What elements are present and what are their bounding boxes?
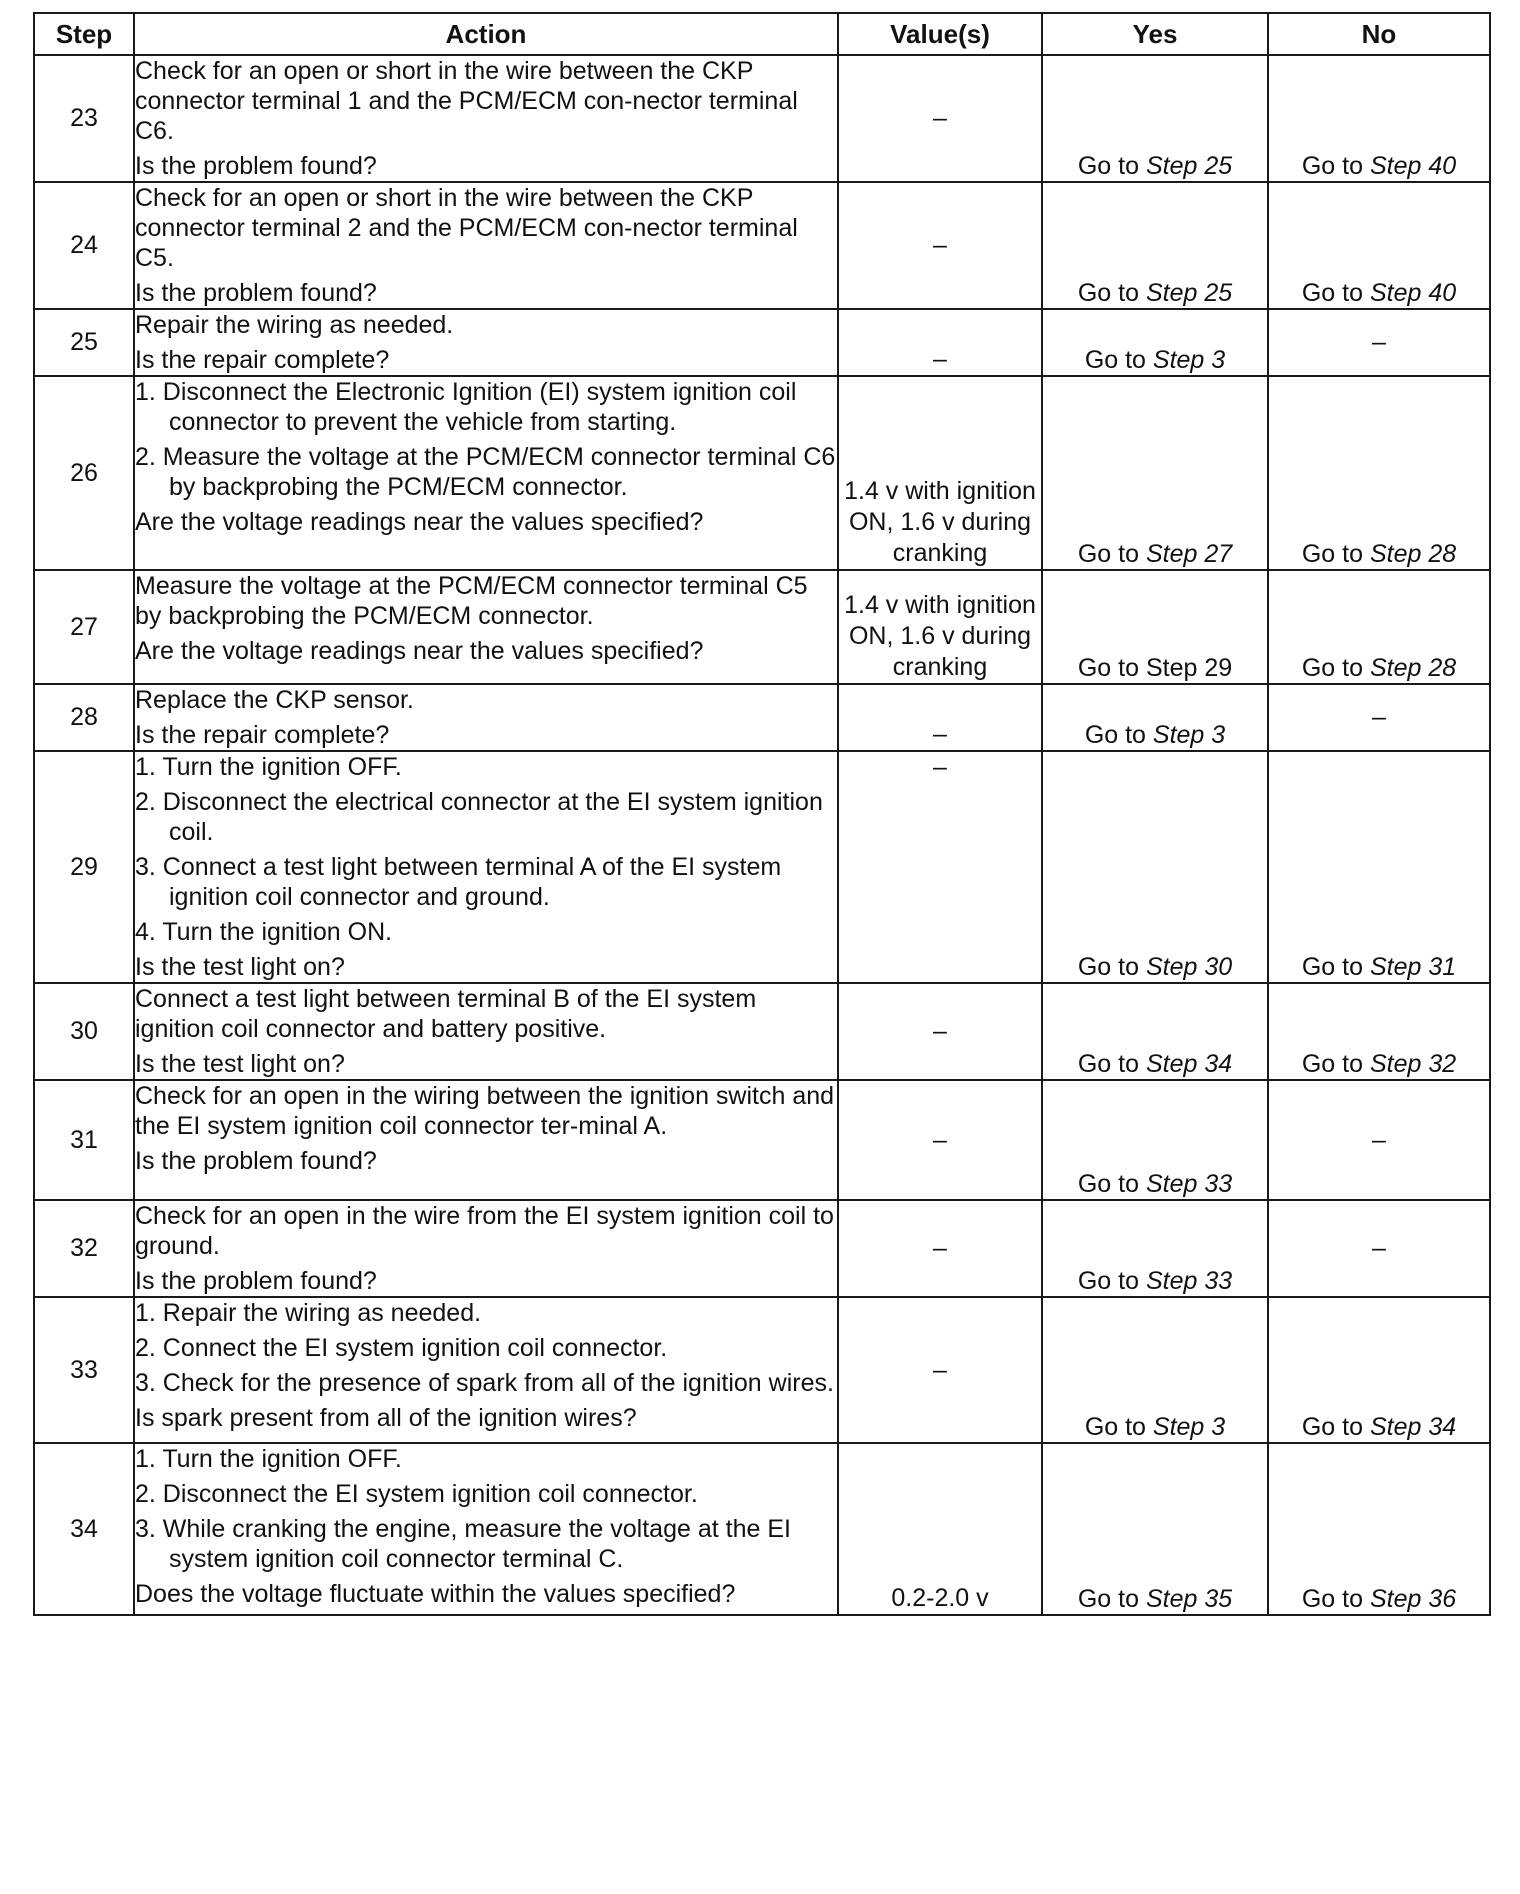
header-row (34, 13, 1490, 55)
no-cell-step-link: Step 36 (1369, 1585, 1457, 1613)
no-cell-prefix: Go to (1301, 279, 1370, 307)
no-cell-step-link: Step 34 (1369, 1413, 1457, 1441)
value-cell: – (838, 55, 1042, 182)
yes-cell-prefix: Go to (1077, 152, 1146, 180)
value-cell: – (838, 1080, 1042, 1200)
yes-cell-step-link: Step 25 (1145, 279, 1233, 307)
yes-cell (1042, 751, 1268, 983)
table-row (34, 182, 1490, 309)
action-text: Is the test light on? (135, 1050, 345, 1078)
step-number: 26 (34, 376, 134, 570)
yes-cell (1042, 309, 1268, 376)
no-cell (1268, 376, 1490, 570)
no-cell (1268, 1200, 1490, 1297)
action-text: Check for an open or short in the wire between the CKP connector terminal 2 and the PCM/ECM con-nector terminal C5. (135, 184, 798, 272)
yes-cell-step-link: Step 27 (1145, 540, 1233, 568)
header-yes: Yes (1042, 13, 1268, 55)
action-cell (134, 570, 838, 684)
action-text: Is the problem found? (135, 279, 377, 307)
yes-cell-step-link: Step 33 (1145, 1267, 1233, 1295)
yes-cell (1042, 55, 1268, 182)
action-text: Check for an open in the wire from the EI system ignition coil to ground. (135, 1202, 834, 1260)
action-cell (134, 376, 838, 570)
action-step-item: 3. Connect a test light between terminal A of the EI system ignition coil connector and ground. (135, 853, 782, 911)
yes-cell-step-link: Step 3 (1152, 1413, 1226, 1441)
step-number: 25 (34, 309, 134, 376)
no-cell-dash: – (1372, 703, 1386, 731)
no-cell-prefix: Go to (1301, 1413, 1370, 1441)
action-text: Is the repair complete? (135, 346, 390, 374)
step-number: 32 (34, 1200, 134, 1297)
no-cell-dash: – (1372, 328, 1386, 356)
no-cell-step-link: Step 28 (1369, 654, 1457, 682)
action-cell (134, 309, 838, 376)
action-step-item: 1. Turn the ignition OFF. (135, 1445, 402, 1473)
yes-cell (1042, 983, 1268, 1080)
table-row (34, 751, 1490, 983)
yes-cell (1042, 1443, 1268, 1615)
header-step: Step (34, 13, 134, 55)
action-step-item: 3. While cranking the engine, measure the voltage at the EI system ignition coil connector terminal C. (135, 1515, 791, 1573)
action-step-item: 2. Disconnect the EI system ignition coil connector. (135, 1480, 698, 1508)
value-cell: – (838, 983, 1042, 1080)
action-step-item: 2. Connect the EI system ignition coil connector. (135, 1334, 668, 1362)
yes-cell (1042, 376, 1268, 570)
action-text: Are the voltage readings near the values specified? (135, 508, 704, 536)
action-cell (134, 1443, 838, 1615)
step-number: 31 (34, 1080, 134, 1200)
yes-cell-step-link: Step 35 (1145, 1585, 1233, 1613)
yes-cell-step-link: Step 3 (1152, 721, 1226, 749)
table-row (34, 983, 1490, 1080)
no-cell-prefix: Go to (1301, 654, 1370, 682)
yes-cell-prefix: Go to (1077, 279, 1146, 307)
table-row (34, 684, 1490, 751)
yes-cell (1042, 684, 1268, 751)
step-number: 29 (34, 751, 134, 983)
action-text: Is the problem found? (135, 1147, 377, 1175)
yes-cell-prefix: Go to (1077, 540, 1146, 568)
yes-cell (1042, 1200, 1268, 1297)
action-step-item: 1. Disconnect the Electronic Ignition (EI) system ignition coil connector to prevent the vehicle from starting. (135, 378, 797, 436)
yes-cell-step-link: Step 25 (1145, 152, 1233, 180)
yes-cell-prefix: Go to (1077, 1050, 1146, 1078)
no-cell-prefix: Go to (1301, 152, 1370, 180)
action-cell (134, 1080, 838, 1200)
action-text: Is the problem found? (135, 1267, 377, 1295)
no-cell-step-link: Step 31 (1369, 953, 1457, 981)
action-text: Are the voltage readings near the values specified? (135, 637, 704, 665)
value-cell: – (838, 309, 1042, 376)
table-row (34, 1080, 1490, 1200)
no-cell (1268, 55, 1490, 182)
table-row (34, 309, 1490, 376)
no-cell (1268, 309, 1490, 376)
action-cell (134, 684, 838, 751)
value-cell: – (838, 1297, 1042, 1443)
action-text: Measure the voltage at the PCM/ECM connector terminal C5 by backprobing the PCM/ECM connector. (135, 572, 808, 630)
yes-cell (1042, 1297, 1268, 1443)
action-text: Is spark present from all of the ignition wires? (135, 1404, 637, 1432)
table-row (34, 55, 1490, 182)
yes-cell (1042, 182, 1268, 309)
no-cell (1268, 751, 1490, 983)
diagnostic-table (33, 12, 1491, 1616)
action-text: Connect a test light between terminal B of the EI system ignition coil connector and battery positive. (135, 985, 757, 1043)
table-row (34, 1297, 1490, 1443)
action-text: Is the problem found? (135, 152, 377, 180)
yes-cell (1042, 1080, 1268, 1200)
action-step-item: 1. Turn the ignition OFF. (135, 753, 402, 781)
no-cell (1268, 1443, 1490, 1615)
value-cell: – (838, 182, 1042, 309)
no-cell (1268, 684, 1490, 751)
no-cell-prefix: Go to (1301, 953, 1370, 981)
table-row (34, 570, 1490, 684)
step-number: 28 (34, 684, 134, 751)
action-cell (134, 751, 838, 983)
no-cell-prefix: Go to (1301, 1585, 1370, 1613)
action-step-item: 1. Repair the wiring as needed. (135, 1299, 482, 1327)
no-cell (1268, 182, 1490, 309)
yes-cell-prefix: Go to (1084, 346, 1153, 374)
header-no: No (1268, 13, 1490, 55)
yes-cell-step-link: Step 34 (1145, 1050, 1233, 1078)
action-cell (134, 1297, 838, 1443)
value-cell: – (838, 751, 1042, 983)
action-text: Replace the CKP sensor. (135, 686, 414, 714)
no-cell-dash: – (1372, 1125, 1386, 1154)
step-number: 34 (34, 1443, 134, 1615)
action-step-item: 2. Measure the voltage at the PCM/ECM connector terminal C6 by backprobing the PCM/ECM connector. (135, 443, 836, 501)
table-row (34, 1443, 1490, 1615)
yes-cell-prefix: Go to (1077, 1170, 1146, 1198)
action-text: Is the repair complete? (135, 721, 390, 749)
action-cell (134, 182, 838, 309)
step-number: 23 (34, 55, 134, 182)
action-text: Does the voltage fluctuate within the values specified? (135, 1580, 736, 1608)
value-cell: – (838, 684, 1042, 751)
action-text: Repair the wiring as needed. (135, 311, 454, 339)
action-cell (134, 55, 838, 182)
yes-cell-prefix: Go to (1077, 953, 1146, 981)
yes-cell-prefix: Go to (1084, 721, 1153, 749)
header-action: Action (134, 13, 838, 55)
action-step-item: 3. Check for the presence of spark from all of the ignition wires. (135, 1369, 834, 1397)
table-row (34, 1200, 1490, 1297)
step-number: 30 (34, 983, 134, 1080)
no-cell-step-link: Step 28 (1369, 540, 1457, 568)
action-cell (134, 1200, 838, 1297)
no-cell (1268, 1080, 1490, 1200)
no-cell (1268, 983, 1490, 1080)
step-number: 24 (34, 182, 134, 309)
no-cell-prefix: Go to (1301, 540, 1370, 568)
no-cell-step-link: Step 32 (1369, 1050, 1457, 1078)
no-cell-dash: – (1372, 1234, 1386, 1262)
yes-cell-text: Go to Step 29 (1077, 654, 1233, 682)
no-cell (1268, 1297, 1490, 1443)
yes-cell-step-link: Step 33 (1145, 1170, 1233, 1198)
value-cell: – (838, 1200, 1042, 1297)
yes-cell-step-link: Step 30 (1145, 953, 1233, 981)
table-row (34, 376, 1490, 570)
yes-cell-prefix: Go to (1084, 1413, 1153, 1441)
step-number: 27 (34, 570, 134, 684)
header-values: Value(s) (838, 13, 1042, 55)
action-text: Check for an open or short in the wire between the CKP connector terminal 1 and the PCM/ECM con-nector terminal C6. (135, 57, 798, 145)
no-cell-step-link: Step 40 (1369, 152, 1457, 180)
yes-cell-prefix: Go to (1077, 1267, 1146, 1295)
step-number: 33 (34, 1297, 134, 1443)
yes-cell-step-link: Step 3 (1152, 346, 1226, 374)
action-text: Check for an open in the wiring between the ignition switch and the EI system ignition coil connector ter-minal A. (135, 1082, 835, 1140)
yes-cell-prefix: Go to (1077, 1585, 1146, 1613)
no-cell (1268, 570, 1490, 684)
action-text: Is the test light on? (135, 953, 345, 981)
yes-cell (1042, 570, 1268, 684)
no-cell-step-link: Step 40 (1369, 279, 1457, 307)
action-step-item: 2. Disconnect the electrical connector at the EI system ignition coil. (135, 788, 823, 846)
no-cell-prefix: Go to (1301, 1050, 1370, 1078)
value-cell: 0.2-2.0 v (838, 1443, 1042, 1615)
action-cell (134, 983, 838, 1080)
action-step-item: 4. Turn the ignition ON. (135, 918, 393, 946)
value-cell: 1.4 v with ignition ON, 1.6 v during cranking (838, 570, 1042, 684)
value-cell: 1.4 v with ignition ON, 1.6 v during cranking (838, 376, 1042, 570)
